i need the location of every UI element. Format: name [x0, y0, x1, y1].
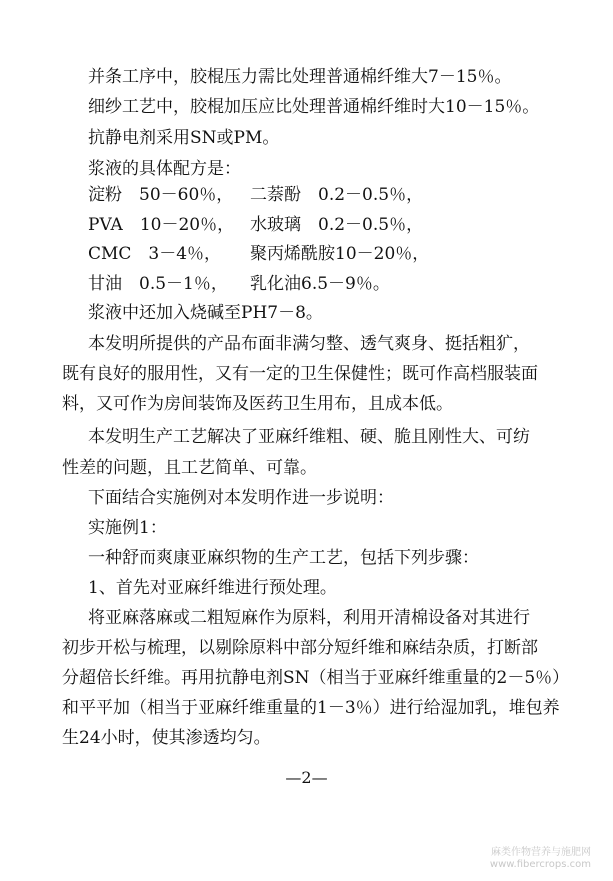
text-line: 初步开松与梳理，以剔除原料中部分短纤维和麻结杂质，打断部	[62, 638, 538, 658]
text-line: 分超倍长纤维。再用抗静电剂SN（相当于亚麻纤维重量的2－5％）	[62, 668, 570, 688]
text-line: 生24小时，使其渗透均匀。	[62, 728, 271, 748]
text-line: 将亚麻落麻或二粗短麻作为原料，利用开清棉设备对其进行	[88, 608, 530, 628]
text-line: 浆液的具体配方是：	[88, 159, 241, 179]
text-line: 抗静电剂采用SN或PM。	[88, 128, 280, 148]
text-line: 并条工序中，胶棍压力需比处理普通棉纤维大7－15％。	[88, 67, 512, 87]
text-line: 既有良好的服用性，又有一定的卫生保健性；既可作高档服装面	[62, 364, 538, 384]
watermark-url: www.fibercrops.com	[489, 859, 591, 870]
text-line: 1、首先对亚麻纤维进行预处理。	[88, 578, 337, 598]
formula-item: CMC 3－4％，	[88, 244, 222, 264]
formula-item: 淀粉 50－60％，	[88, 185, 234, 205]
text-line: 实施例1：	[88, 518, 167, 538]
text-line: 性差的问题，且工艺简单、可靠。	[62, 458, 317, 478]
text-line: 料，又可作为房间装饰及医药卫生用布，且成本低。	[62, 394, 453, 414]
formula-item: PVA 10－20％，	[88, 215, 235, 235]
formula-item: 二萘酚 0.2－0.5％，	[250, 185, 424, 205]
text-line: 本发明所提供的产品布面非满匀整、透气爽身、挺括粗犷，	[88, 334, 530, 354]
text-line: 本发明生产工艺解决了亚麻纤维粗、硬、脆且刚性大、可纺	[88, 427, 530, 447]
formula-item: 甘油 0.5－1％，	[88, 274, 228, 294]
formula-item: 聚丙烯酰胺10－20％，	[250, 244, 430, 264]
formula-item: 乳化油6.5－9％。	[250, 274, 390, 294]
page-number: —2—	[285, 768, 328, 787]
text-line: 和平平加（相当于亚麻纤维重量的1－3％）进行给湿加乳，堆包养	[62, 698, 560, 718]
formula-item: 水玻璃 0.2－0.5％，	[250, 215, 424, 235]
text-line: 浆液中还加入烧碱至PH7－8。	[88, 303, 323, 323]
text-line: 细纱工艺中，胶棍加压应比处理普通棉纤维时大10－15％。	[88, 97, 540, 117]
watermark-title: 麻类作物营养与施肥网	[491, 847, 591, 858]
watermark	[490, 847, 591, 871]
text-line: 下面结合实施例对本发明作进一步说明：	[88, 488, 394, 508]
text-line: 一种舒而爽康亚麻织物的生产工艺，包括下列步骤：	[88, 548, 479, 568]
